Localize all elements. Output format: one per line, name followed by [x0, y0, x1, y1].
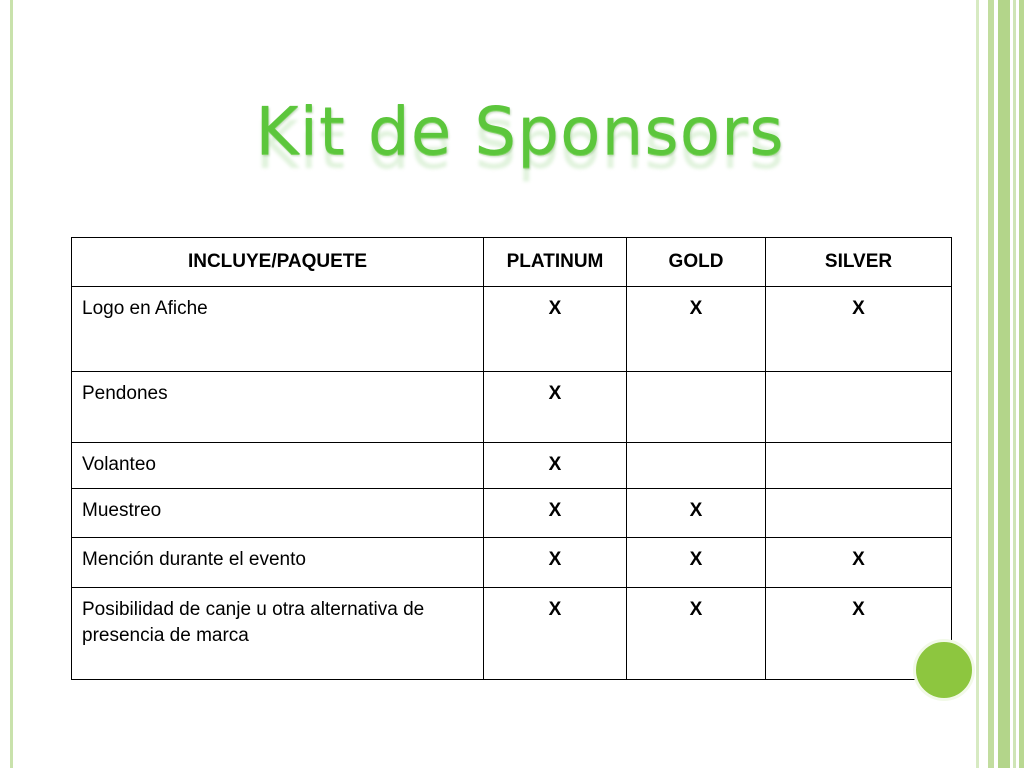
feature-cell: Volanteo — [72, 443, 484, 489]
table-row — [72, 588, 952, 680]
table-row — [72, 443, 952, 489]
table-row — [72, 489, 952, 538]
gold-cell: X — [627, 538, 766, 588]
silver-cell — [766, 372, 952, 443]
gold-cell — [627, 372, 766, 443]
platinum-cell: X — [484, 489, 627, 538]
table-row — [72, 372, 952, 443]
gold-cell: X — [627, 489, 766, 538]
header-gold: GOLD — [627, 238, 766, 287]
feature-cell: Mención durante el evento — [72, 538, 484, 588]
table-row — [72, 287, 952, 372]
feature-cell: Muestreo — [72, 489, 484, 538]
silver-cell: X — [766, 287, 952, 372]
platinum-cell: X — [484, 287, 627, 372]
silver-cell: X — [766, 538, 952, 588]
header-platinum: PLATINUM — [484, 238, 627, 287]
gold-cell — [627, 443, 766, 489]
header-includes: INCLUYE/PAQUETE — [72, 238, 484, 287]
platinum-cell: X — [484, 372, 627, 443]
slide-title — [0, 82, 1024, 182]
silver-cell — [766, 489, 952, 538]
table-header-row — [72, 238, 952, 287]
feature-cell: Posibilidad de canje u otra alternativa de presencia de marca — [72, 588, 484, 680]
header-silver: SILVER — [766, 238, 952, 287]
table-row — [72, 538, 952, 588]
feature-cell: Logo en Afiche — [72, 287, 484, 372]
platinum-cell: X — [484, 538, 627, 588]
slide-title-text: Kit de Sponsors — [255, 93, 785, 170]
gold-cell: X — [627, 588, 766, 680]
sponsor-package-table — [71, 237, 952, 680]
silver-cell — [766, 443, 952, 489]
decorative-green-circle — [913, 639, 975, 701]
platinum-cell: X — [484, 443, 627, 489]
gold-cell: X — [627, 287, 766, 372]
platinum-cell: X — [484, 588, 627, 680]
feature-cell: Pendones — [72, 372, 484, 443]
silver-cell: X — [766, 588, 952, 680]
